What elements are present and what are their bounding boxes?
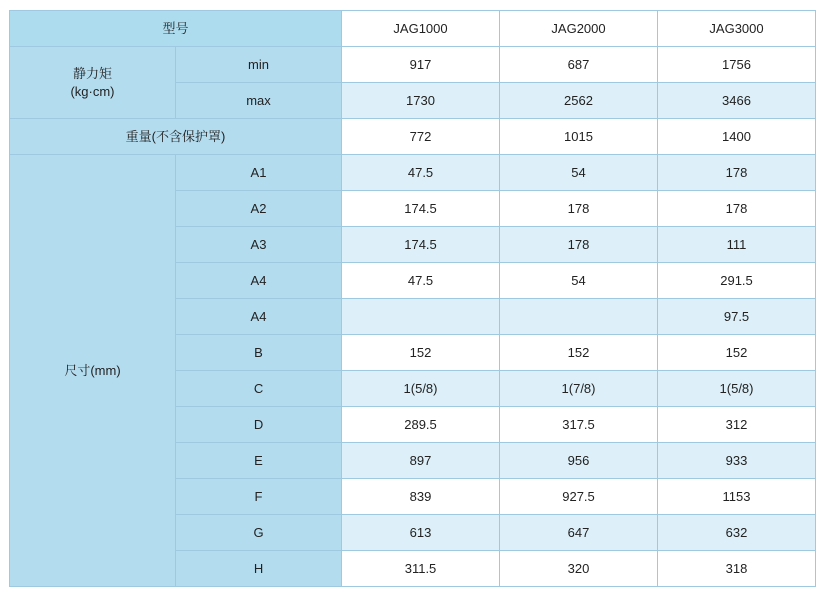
data-cell: 320: [500, 551, 658, 587]
data-cell: 1(5/8): [658, 371, 816, 407]
data-cell: 54: [500, 263, 658, 299]
row-sub-label: G: [176, 515, 342, 551]
data-cell: 956: [500, 443, 658, 479]
row-sub-label: A4: [176, 263, 342, 299]
row-sub-label: D: [176, 407, 342, 443]
data-cell: 839: [342, 479, 500, 515]
data-cell: 111: [658, 227, 816, 263]
row-group-label: [10, 119, 342, 155]
data-cell: 317.5: [500, 407, 658, 443]
row-group-label: [10, 47, 176, 119]
data-cell: 47.5: [342, 263, 500, 299]
table-body: [10, 11, 816, 587]
data-cell: 1015: [500, 119, 658, 155]
data-cell: 2562: [500, 83, 658, 119]
row-sub-label: A3: [176, 227, 342, 263]
data-cell: 3466: [658, 83, 816, 119]
data-cell: 1153: [658, 479, 816, 515]
row-sub-label: E: [176, 443, 342, 479]
data-cell: 291.5: [658, 263, 816, 299]
row-sub-label: F: [176, 479, 342, 515]
data-cell: 772: [342, 119, 500, 155]
data-cell: 1400: [658, 119, 816, 155]
data-cell: 174.5: [342, 191, 500, 227]
data-cell: 1(5/8): [342, 371, 500, 407]
header-model-3: JAG3000: [658, 11, 816, 47]
table-row: [10, 119, 816, 155]
data-cell: 178: [658, 155, 816, 191]
table-header-row: [10, 11, 816, 47]
row-group-label-line: (kg·cm): [70, 83, 115, 99]
data-cell: 178: [500, 191, 658, 227]
header-model-label: 型号: [10, 11, 342, 47]
row-sub-label: A2: [176, 191, 342, 227]
data-cell: 97.5: [658, 299, 816, 335]
data-cell: 312: [658, 407, 816, 443]
header-model-2: JAG2000: [500, 11, 658, 47]
data-cell: 152: [500, 335, 658, 371]
row-group-label-line: 重量(不含保护罩): [125, 128, 226, 144]
data-cell: [342, 299, 500, 335]
header-model-1: JAG1000: [342, 11, 500, 47]
data-cell: 318: [658, 551, 816, 587]
data-cell: 613: [342, 515, 500, 551]
row-sub-label: A1: [176, 155, 342, 191]
data-cell: 311.5: [342, 551, 500, 587]
data-cell: 1756: [658, 47, 816, 83]
data-cell: 152: [658, 335, 816, 371]
row-sub-label: H: [176, 551, 342, 587]
row-sub-label: B: [176, 335, 342, 371]
table-row: [10, 155, 816, 191]
row-group-label: [10, 155, 176, 587]
row-sub-label: max: [176, 83, 342, 119]
row-sub-label: A4: [176, 299, 342, 335]
data-cell: 54: [500, 155, 658, 191]
data-cell: 687: [500, 47, 658, 83]
data-cell: 647: [500, 515, 658, 551]
row-sub-label: min: [176, 47, 342, 83]
data-cell: 178: [658, 191, 816, 227]
data-cell: 632: [658, 515, 816, 551]
data-cell: 933: [658, 443, 816, 479]
table-row: [10, 47, 816, 83]
row-group-label-line: 尺寸(mm): [64, 362, 121, 378]
data-cell: 917: [342, 47, 500, 83]
row-group-label-line: 静力矩: [72, 65, 112, 81]
row-sub-label: C: [176, 371, 342, 407]
data-cell: 289.5: [342, 407, 500, 443]
specification-table: [9, 10, 816, 587]
data-cell: 1(7/8): [500, 371, 658, 407]
data-cell: 1730: [342, 83, 500, 119]
data-cell: 927.5: [500, 479, 658, 515]
data-cell: 174.5: [342, 227, 500, 263]
data-cell: [500, 299, 658, 335]
data-cell: 897: [342, 443, 500, 479]
data-cell: 47.5: [342, 155, 500, 191]
data-cell: 178: [500, 227, 658, 263]
data-cell: 152: [342, 335, 500, 371]
